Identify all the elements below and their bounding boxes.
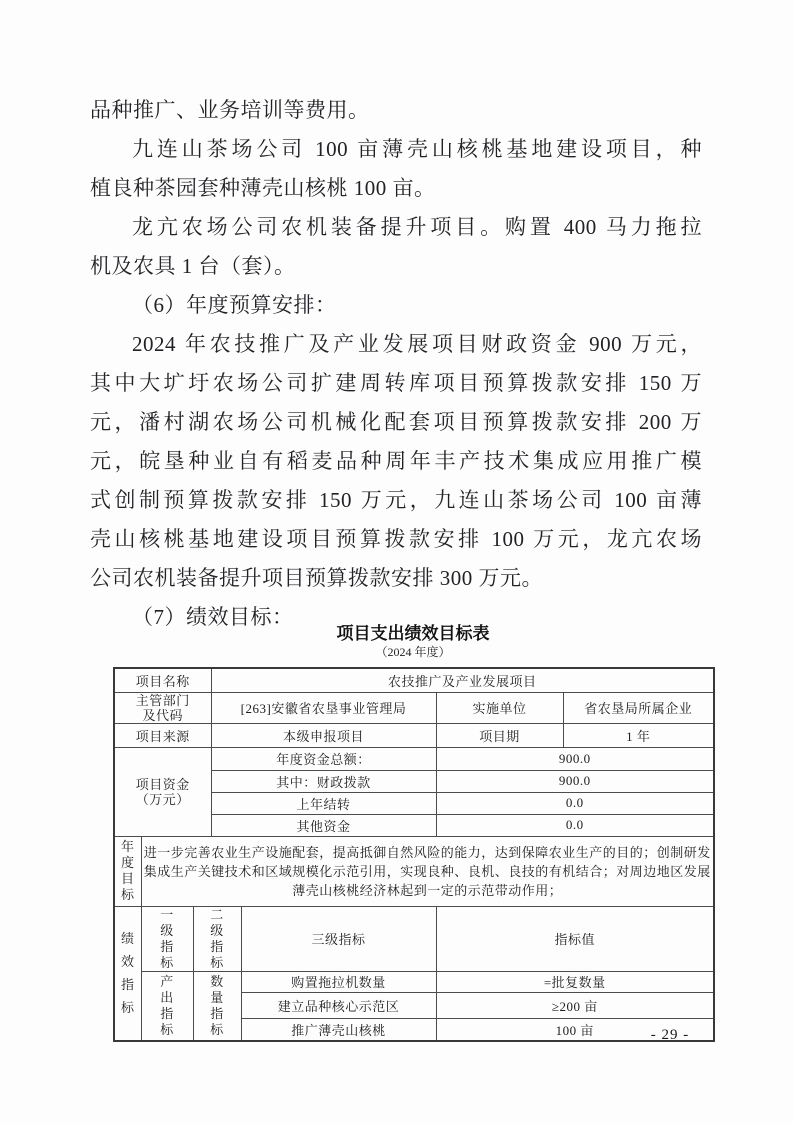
perf-header-level1: [141, 906, 193, 971]
fund-row-name: 年度资金总额：: [211, 747, 436, 770]
body-line: 式创制预算拨款安排 150 万元，九连山茶场公司 100 亩薄: [90, 488, 702, 512]
fund-row-value: 900.0: [436, 770, 714, 792]
department-label-line2: 及代码: [142, 707, 184, 723]
fund-row-name: 其中：财政拨款: [211, 770, 436, 792]
body-line: 植良种茶园套种薄壳山核桃 100 亩。: [90, 176, 436, 200]
annual-goal-label: [114, 836, 141, 906]
body-line: 元，皖垦种业自有稻麦品种周年丰产技术集成应用推广模: [90, 449, 702, 473]
table-subtitle: （2024 年度）: [375, 645, 451, 659]
department-label-line1: 主管部门: [135, 692, 190, 708]
body-line-heading: （7）绩效目标：: [132, 605, 294, 629]
page-number: - 29 -: [650, 1027, 690, 1043]
funds-label: [114, 747, 211, 836]
perf-row-indicator: 推广薄壳山核桃: [241, 1018, 436, 1041]
fund-row-value: 0.0: [436, 792, 714, 814]
perf-row-value: =批复数量: [436, 971, 714, 992]
perf-header-value: 指标值: [436, 906, 714, 971]
fund-row-value: 0.0: [436, 814, 714, 836]
body-line: 元，潘村湖农场公司机械化配套项目预算拨款安排 200 万: [90, 410, 702, 434]
project-period-value: 1 年: [563, 723, 714, 747]
department-value: [263]安徽省农垦事业管理局: [211, 692, 436, 723]
perf-row-indicator: 购置拖拉机数量: [241, 971, 436, 992]
perf-header-level3: 三级指标: [241, 906, 436, 971]
body-line: 公司农机装备提升项目预算拨款安排 300 万元。: [90, 566, 543, 590]
annual-goal-text: 进一步完善农业生产设施配套，提高抵御自然风险的能力，达到保障农业生产的目的；创制研发集成生产关键技术和区域规模化示范引用，实现良种、良机、良技的有机结合；对周边地区发展薄壳山核桃经济林起到一定的示范带动作用；: [141, 836, 714, 906]
performance-label-text: 绩效指标: [120, 931, 135, 1016]
body-line: 壳山核桃基地建设项目预算拨款安排 100 万元，龙亢农场: [90, 527, 702, 551]
department-label: [114, 692, 211, 723]
body-line: 2024 年农技推广及产业发展项目财政资金 900 万元，: [132, 332, 702, 356]
fund-row-name: 其他资金: [211, 814, 436, 836]
project-name-label: 项目名称: [114, 668, 211, 692]
body-line-heading: （6）年度预算安排：: [132, 293, 337, 317]
body-line: 九连山茶场公司 100 亩薄壳山核桃基地建设项目，种: [132, 137, 702, 161]
body-line: 龙亢农场公司农机装备提升项目。购置 400 马力拖拉: [132, 215, 702, 239]
body-line: 品种推广、业务培训等费用。: [90, 98, 370, 122]
table-caption: [113, 624, 713, 660]
implement-unit-value: 省农垦局所属企业: [563, 692, 714, 723]
fund-row-value: 900.0: [436, 747, 714, 770]
project-source-value: 本级申报项目: [211, 723, 436, 747]
project-name-value: 农技推广及产业发展项目: [211, 668, 714, 692]
perf-row-value: ≥200 亩: [436, 992, 714, 1018]
perf-level2-value: [193, 971, 241, 1041]
perf-level1-value: [141, 971, 193, 1041]
perf-header-level2: [193, 906, 241, 971]
table-title: 项目支出绩效目标表: [336, 624, 490, 643]
perf-level2-value-text: 数量指标: [210, 973, 224, 1037]
implement-unit-label: 实施单位: [436, 692, 563, 723]
body-text-block: [90, 91, 702, 637]
fund-row-name: 上年结转: [211, 792, 436, 814]
performance-target-table: [113, 667, 715, 1042]
performance-label: [114, 906, 141, 1041]
funds-label-line2: （万元）: [135, 791, 190, 807]
body-line: 机及农具 1 台（套）。: [90, 254, 296, 278]
funds-label-line1: 项目资金: [135, 776, 190, 792]
project-source-label: 项目来源: [114, 723, 211, 747]
perf-row-indicator: 建立品种核心示范区: [241, 992, 436, 1018]
body-line: 其中大圹圩农场公司扩建周转库项目预算拨款安排 150 万: [90, 371, 702, 395]
perf-header-level1-text: 一级指标: [160, 906, 174, 970]
project-period-label: 项目期: [436, 723, 563, 747]
perf-header-level2-text: 二级指标: [210, 906, 224, 970]
perf-row-value: 100 亩: [436, 1018, 714, 1041]
perf-level1-value-text: 产出指标: [160, 973, 174, 1037]
annual-goal-label-text: 年度目标: [120, 839, 135, 902]
